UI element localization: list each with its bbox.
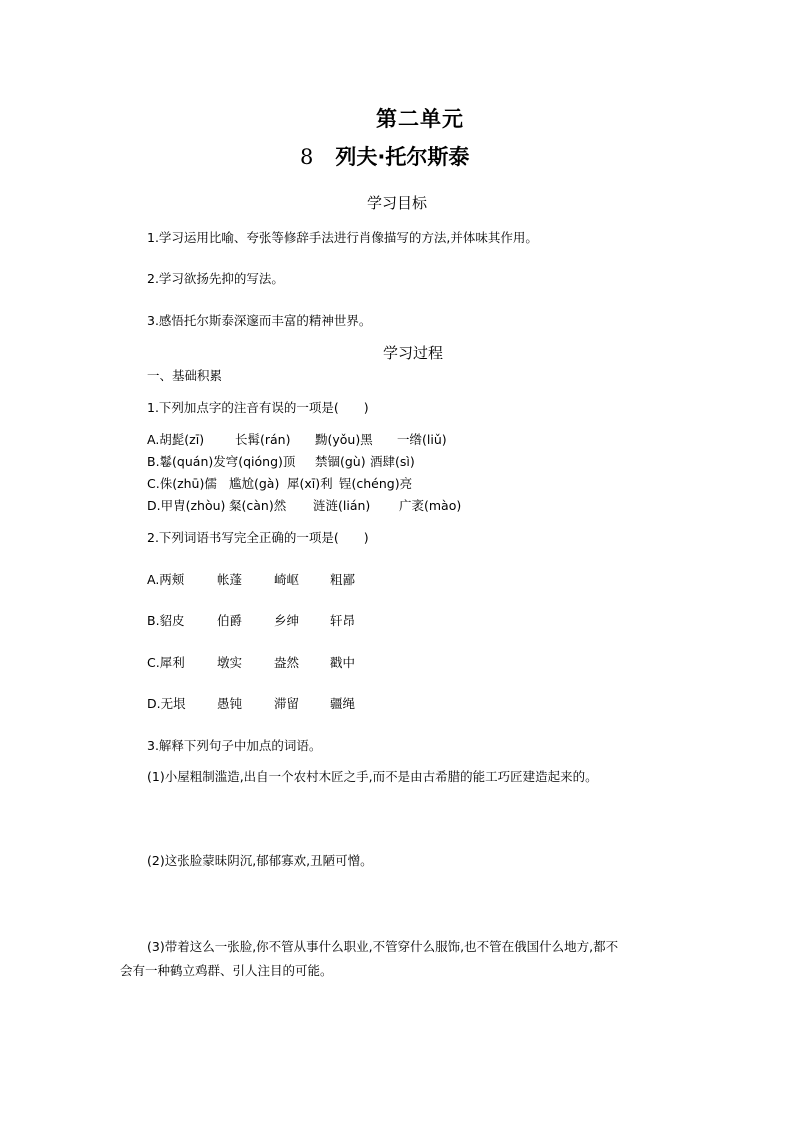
question-1-option-a: A.胡髭(zī) 长髯(rán) 黝(yǒu)黑 一绺(liǔ) [147,432,447,447]
question-2-option-c: C.犀利 墩实 盎然 戳中 [147,655,356,670]
objective-item: 3.感悟托尔斯泰深邃而丰富的精神世界。 [147,313,372,328]
question-2-stem: 2.下列词语书写完全正确的一项是( ) [147,530,369,545]
question-3-stem: 3.解释下列句子中加点的词语。 [147,738,322,753]
question-3-item: (3)带着这么一张脸,你不管从事什么职业,不管穿什么服饰,也不管在俄国什么地方,都不 [147,939,619,954]
question-3-item: (1)小屋粗制滥造,出自一个农村木匠之手,而不是由古希腊的能工巧匠建造起来的。 [147,769,598,784]
question-1-option-c: C.侏(zhū)儒 尴尬(gà) 犀(xī)利 锃(chéng)亮 [147,476,413,491]
lesson-number: 8 [300,145,314,169]
question-1-stem: 1.下列加点字的注音有误的一项是( ) [147,400,369,415]
objective-item: 1.学习运用比喻、夸张等修辞手法进行肖像描写的方法,并体味其作用。 [147,230,538,245]
part-label: 一、基础积累 [147,368,223,383]
question-2-option-d: D.无垠 愚钝 滞留 疆绳 [147,696,356,711]
lesson-name: 列夫·托尔斯泰 [335,145,470,169]
question-3-item-continued: 会有一种鹤立鸡群、引人注目的可能。 [120,963,333,978]
objective-item: 2.学习欲扬先抑的写法。 [147,271,284,286]
unit-title: 第二单元 [376,107,464,131]
question-2-option-a: A.两颊 帐蓬 崎岖 粗鄙 [147,572,356,587]
question-1-option-d: D.甲胄(zhòu) 粲(càn)然 涟涟(lián) 广袤(mào) [147,498,462,513]
question-1-option-b: B.鬈(quán)发穹(qióng)顶 禁锢(gù) 酒肆(sì) [147,454,415,469]
question-2-option-b: B.貂皮 伯爵 乡绅 轩昂 [147,613,356,628]
objectives-heading: 学习目标 [366,194,427,212]
process-heading: 学习过程 [382,344,443,362]
question-3-item: (2)这张脸蒙昧阴沉,郁郁寡欢,丑陋可憎。 [147,853,373,868]
lesson-title [300,141,469,171]
